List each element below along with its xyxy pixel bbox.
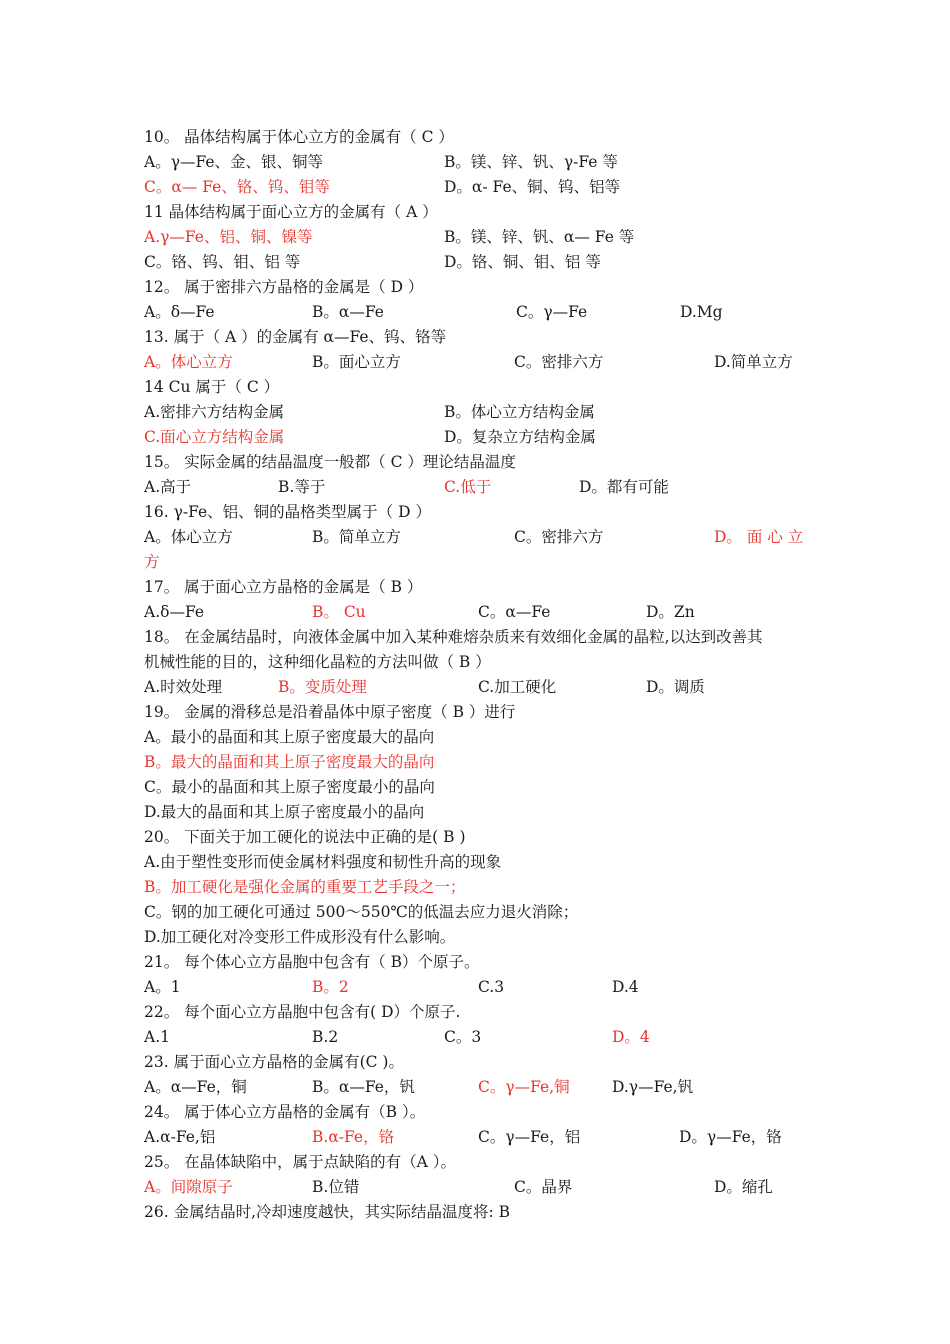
answer-option-correct: C.面心立方结构金属 <box>144 428 285 446</box>
option-row <box>144 675 810 700</box>
answer-option-correct: B。加工硬化是强化金属的重要工艺手段之一； <box>144 878 466 896</box>
option-row <box>144 1075 810 1100</box>
answer-option: D。铬、铜、钼、铝 等 <box>444 253 601 271</box>
answer-option: C。晶界 <box>514 1178 573 1196</box>
option-row <box>144 800 810 825</box>
answer-option: D。Zn <box>646 603 695 621</box>
question-stem: 19。 金属的滑移总是沿着晶体中原子密度（ B ）进行 <box>144 703 516 721</box>
answer-option-correct: B。变质处理 <box>278 678 367 696</box>
answer-option: C。最小的晶面和其上原子密度最小的晶向 <box>144 778 435 796</box>
option-row <box>144 975 810 1000</box>
answer-option: A.由于塑性变形而使金属材料强度和韧性升高的现象 <box>144 853 502 871</box>
answer-option: A。α—Fe，铜 <box>144 1078 247 1096</box>
option-row <box>144 150 810 175</box>
option-row <box>144 750 810 775</box>
answer-option: D.最大的晶面和其上原子密度最小的晶向 <box>144 803 425 821</box>
answer-option: A.1 <box>144 1028 170 1046</box>
answer-option-correct: A。体心立方 <box>144 353 233 371</box>
answer-option: D.4 <box>612 978 639 996</box>
answer-option-correct: C.低于 <box>444 478 492 496</box>
answer-option-correct: D。4 <box>612 1028 650 1046</box>
option-row <box>144 550 810 575</box>
option-row <box>144 725 810 750</box>
answer-option: D.简单立方 <box>714 353 793 371</box>
question-stem: 20。 下面关于加工硬化的说法中正确的是( B ) <box>144 828 466 846</box>
option-row <box>144 775 810 800</box>
question-stem: 23. 属于面心立方晶格的金属有(C )。 <box>144 1053 404 1071</box>
option-row <box>144 425 810 450</box>
option-row <box>144 925 810 950</box>
answer-option: A.α-Fe,铝 <box>144 1128 216 1146</box>
answer-option: A.时效处理 <box>144 678 223 696</box>
option-row <box>144 400 810 425</box>
option-row <box>144 350 810 375</box>
answer-option: B。体心立方结构金属 <box>444 403 595 421</box>
answer-option: B.位错 <box>312 1178 360 1196</box>
answer-option-correct: C。γ—Fe,铜 <box>478 1078 570 1096</box>
answer-option: D.Mg <box>680 303 723 321</box>
answer-option-correct: A.γ—Fe、铝、铜、镍等 <box>144 228 313 246</box>
answer-option: A。1 <box>144 978 181 996</box>
answer-option: B。简单立方 <box>312 528 401 546</box>
answer-option: D。γ—Fe，铬 <box>679 1128 782 1146</box>
question-stem: 15。 实际金属的结晶温度一般都（ C ）理论结晶温度 <box>144 453 516 471</box>
option-row <box>144 250 810 275</box>
question-stem: 22。 每个面心立方晶胞中包含有( D）个原子. <box>144 1003 461 1021</box>
option-row <box>144 1175 810 1200</box>
answer-option-correct: B.α-Fe，铬 <box>312 1128 395 1146</box>
answer-option-correct: D。 面 心 立 <box>714 528 804 546</box>
answer-option: A。体心立方 <box>144 528 233 546</box>
answer-option: D。α- Fe、铜、钨、铝等 <box>444 178 621 196</box>
answer-option: B。面心立方 <box>312 353 401 371</box>
answer-option: A。γ—Fe、金、银、铜等 <box>144 153 324 171</box>
question-stem-continued: 机械性能的目的，这种细化晶粒的方法叫做（ B ） <box>144 653 491 671</box>
option-row <box>144 900 810 925</box>
answer-option: B.等于 <box>278 478 326 496</box>
question-stem: 14 Cu 属于（ C ） <box>144 378 280 396</box>
question-stem: 18。 在金属结晶时，向液体金属中加入某种难熔杂质来有效细化金属的晶粒,以达到改善其 <box>144 628 763 646</box>
answer-option: A。δ—Fe <box>144 303 215 321</box>
question-stem: 17。 属于面心立方晶格的金属是（ B ） <box>144 578 423 596</box>
question-stem: 11 晶体结构属于面心立方的金属有（ A ） <box>144 203 438 221</box>
question-list <box>144 125 810 1225</box>
answer-option-correct: C。α— Fe、铬、钨、钼等 <box>144 178 330 196</box>
answer-option: A。最小的晶面和其上原子密度最大的晶向 <box>144 728 435 746</box>
answer-option: C。钢的加工硬化可通过 500～550℃的低温去应力退火消除； <box>144 903 579 921</box>
option-row <box>144 225 810 250</box>
answer-option-correct: B。2 <box>312 978 349 996</box>
option-row <box>144 850 810 875</box>
option-row <box>144 475 810 500</box>
answer-option: A.δ—Fe <box>144 603 205 621</box>
answer-option-correct: A。间隙原子 <box>144 1178 233 1196</box>
question-stem: 12。 属于密排六方晶格的金属是（ D ） <box>144 278 424 296</box>
answer-option: C.3 <box>478 978 505 996</box>
answer-option: A.密排六方结构金属 <box>144 403 285 421</box>
question-stem: 13. 属于（ A ）的金属有 α—Fe、钨、铬等 <box>144 328 447 346</box>
answer-option: C。γ—Fe，铝 <box>478 1128 581 1146</box>
option-row <box>144 525 810 550</box>
answer-option: C。γ—Fe <box>516 303 588 321</box>
question-stem: 24。 属于体心立方晶格的金属有（B ）。 <box>144 1103 426 1121</box>
answer-option: A.高于 <box>144 478 192 496</box>
answer-option: B。α—Fe，钒 <box>312 1078 415 1096</box>
answer-option-correct: B。 Cu <box>312 603 366 621</box>
answer-option: D。都有可能 <box>579 478 669 496</box>
question-stem: 21。 每个体心立方晶胞中包含有（ B）个原子。 <box>144 953 480 971</box>
answer-option: C。密排六方 <box>514 528 604 546</box>
answer-option: D。缩孔 <box>714 1178 773 1196</box>
answer-option: C。密排六方 <box>514 353 604 371</box>
answer-option: D。调质 <box>646 678 705 696</box>
option-row <box>144 1125 810 1150</box>
option-row <box>144 1025 810 1050</box>
option-row <box>144 600 810 625</box>
answer-option: D。复杂立方结构金属 <box>444 428 596 446</box>
answer-option: D.加工硬化对冷变形工件成形没有什么影响。 <box>144 928 456 946</box>
option-row <box>144 175 810 200</box>
option-row <box>144 300 810 325</box>
answer-option: D.γ—Fe,钒 <box>612 1078 694 1096</box>
answer-option: B。镁、锌、钒、α— Fe 等 <box>444 228 635 246</box>
option-row <box>144 875 810 900</box>
answer-option: C。铬、钨、钼、铝 等 <box>144 253 301 271</box>
question-stem: 16. γ-Fe、铝、铜的晶格类型属于（ D ） <box>144 503 431 521</box>
answer-option-correct: 方 <box>144 553 160 571</box>
answer-option-correct: B。最大的晶面和其上原子密度最大的晶向 <box>144 753 435 771</box>
answer-option: C.加工硬化 <box>478 678 557 696</box>
answer-option: B。α—Fe <box>312 303 384 321</box>
answer-option: B。镁、锌、钒、γ-Fe 等 <box>444 153 618 171</box>
answer-option: C。α—Fe <box>478 603 551 621</box>
question-stem: 26. 金属结晶时,冷却速度越快，其实际结晶温度将: B <box>144 1203 511 1221</box>
answer-option: B.2 <box>312 1028 339 1046</box>
question-stem: 10。 晶体结构属于体心立方的金属有（ C ） <box>144 128 454 146</box>
question-stem: 25。 在晶体缺陷中，属于点缺陷的有（A ）。 <box>144 1153 457 1171</box>
answer-option: C。3 <box>444 1028 482 1046</box>
